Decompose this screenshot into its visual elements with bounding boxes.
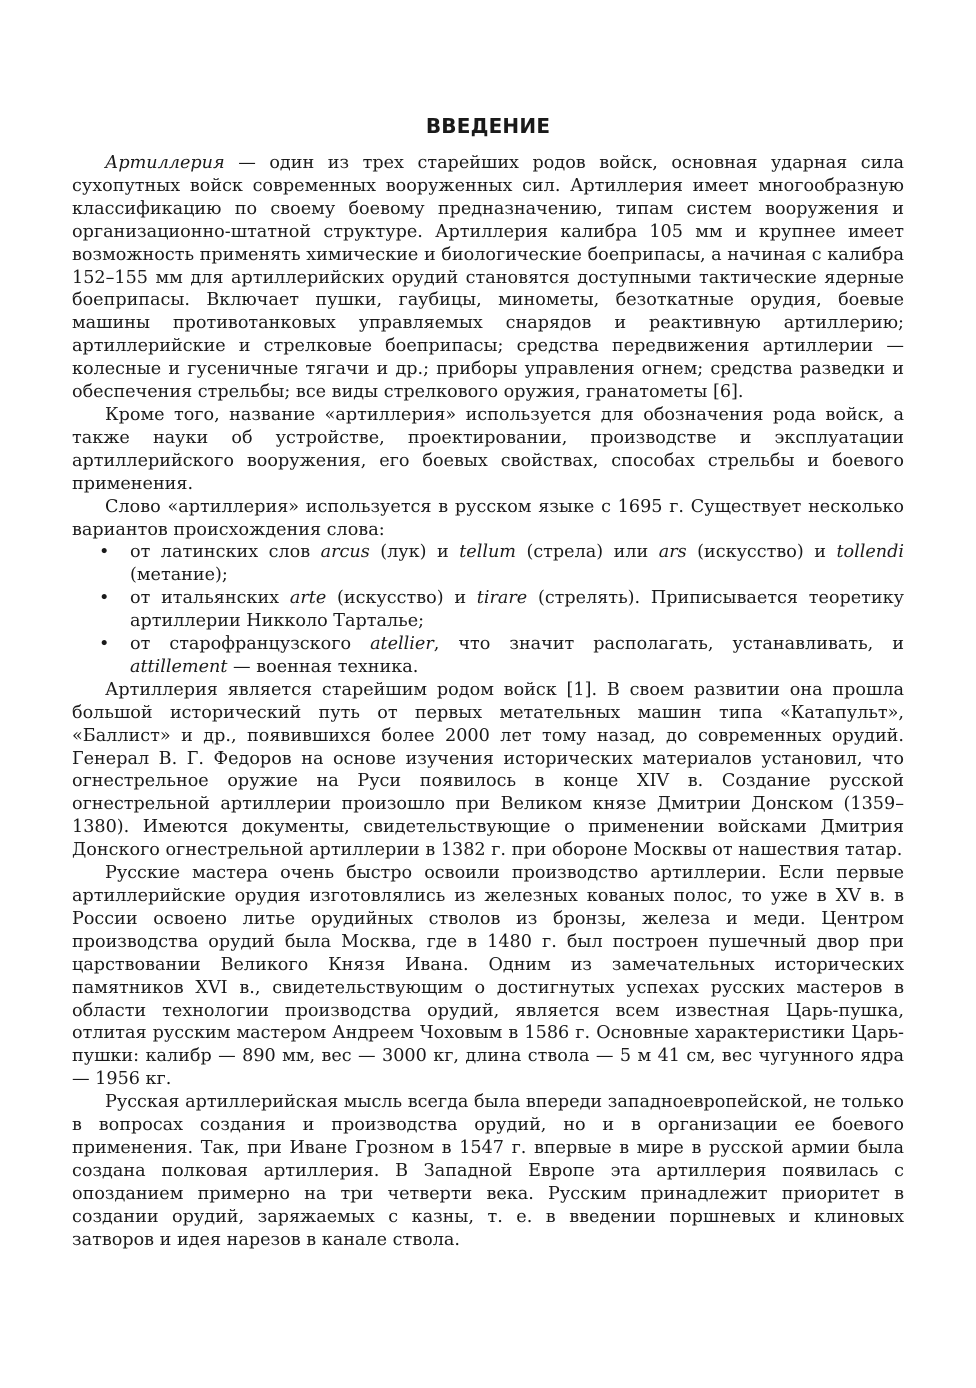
list-item: • от старофранцузского atellier, что значит располагать, устанавливать, и attillement — военная техника. [99,634,904,677]
paragraph-production: Русские мастера очень быстро освоили производство артиллерии. Если первые артиллерийские орудия изготовлялись из железных кованых полос, то уже в XV в. в России освоено литье орудийных стволов из бронзы, железа и меди. Центром производства орудий была Москва, где в 1480 г. был построен пушечный двор при царствовании Великого Князя Ивана. Одним из замечательных исторических памятников XVI в., свидетельствующим о достигнутых успехах русских мастеров в области технологии производства орудий, является всем известная Царь-пушка, отлитая русским мастером Андреем Чоховым в 1586 г. Основные характеристики Царь-пушки: калибр — 890 мм, вес — 3000 кг, длина ствола — 5 м 41 см, вес чугунного ядра — 1956 кг. [72,863,904,1090]
paragraph-text: — один из трех старейших родов войск, основная ударная сила сухопутных войск современных вооруженных сил. Артиллерия имеет многообразную классификацию по своему боевому предназначению, типам систем вооружения и организационно-штатной структуре. Артиллерия калибра 105 мм и крупнее имеет возможность применять химические и биологические боеприпасы, а начиная с калибра 152–155 мм для артиллерийских орудий становятся доступными тактические ядерные боеприпасы. Включает пушки, гаубицы, минометы, безоткатные орудия, боевые машины противотанковых управляемых снарядов и реактивную артиллерию; артиллерийские и стрелковые боеприпасы; средства передвижения артиллерии — колесные и гусеничные тягачи и др.; приборы управления огнем; средства разведки и обеспечения стрельбы; все виды стрелкового оружия, гранатометы [6]. [72,153,904,403]
paragraph-intro [72,152,904,404]
list-item: • от итальянских arte (искусство) и tirare (стрелять). Приписывается теоретику артиллерии Никколо Тарталье; [99,588,904,632]
bullet-icon: • [99,542,110,563]
page-title: ВВЕДЕНИЕ [425,114,551,138]
paragraph-history: Артиллерия является старейшим родом войск [1]. В своем развитии она прошла большой исторический путь от первых метательных машин типа «Катапульт», «Баллист» и др., появившихся более 2000 лет тому назад, до современных орудий. Генерал В. Г. Федоров на основе изучения исторических материалов установил, что огнестрельное оружие на Руси появилось в конце XIV в. Создание русской огнестрельной артиллерии произошло при Великом князе Дмитрии Донском (1359–1380). Имеются документы, свидетельствующие о применении войсками Дмитрия Донского огнестрельной артиллерии в 1382 г. при обороне Москвы от нашествия татар. [72,679,904,861]
paragraph-etymology: Слово «артиллерия» используется в русском языке с 1695 г. Существует несколько вариантов происхождения слова: [72,496,904,540]
page-content [72,112,904,1252]
list-item: • от латинских слов arcus (лук) и tellum (стрела) или ars (искусство) и tollendi (метание); [99,542,904,586]
etymology-list [72,541,904,678]
lead-term: Артиллерия [105,153,225,173]
paragraph-definition: Кроме того, название «артиллерия» используется для обозначения рода войск, а также науки об устройстве, проектировании, производстве и эксплуатации артиллерийского вооружения, его боевых свойствах, способах стрельбы и боевого применения. [72,404,904,494]
paragraph-priority: Русская артиллерийская мысль всегда была впереди западноевропейской, не только в вопросах создания и производства орудий, но и в организации ее боевого применения. Так, при Иване Грозном в 1547 г. впервые в мире в русской армии была создана полковая артиллерия. В Западной Европе эта артиллерия появилась с опозданием примерно на три четверти века. Русским принадлежит приоритет в создании орудий, заряжаемых с казны, т. е. в введении поршневых и клиновых затворов и идея нарезов в канале ствола. [72,1092,904,1250]
bullet-icon: • [99,634,110,655]
bullet-icon: • [99,588,110,609]
